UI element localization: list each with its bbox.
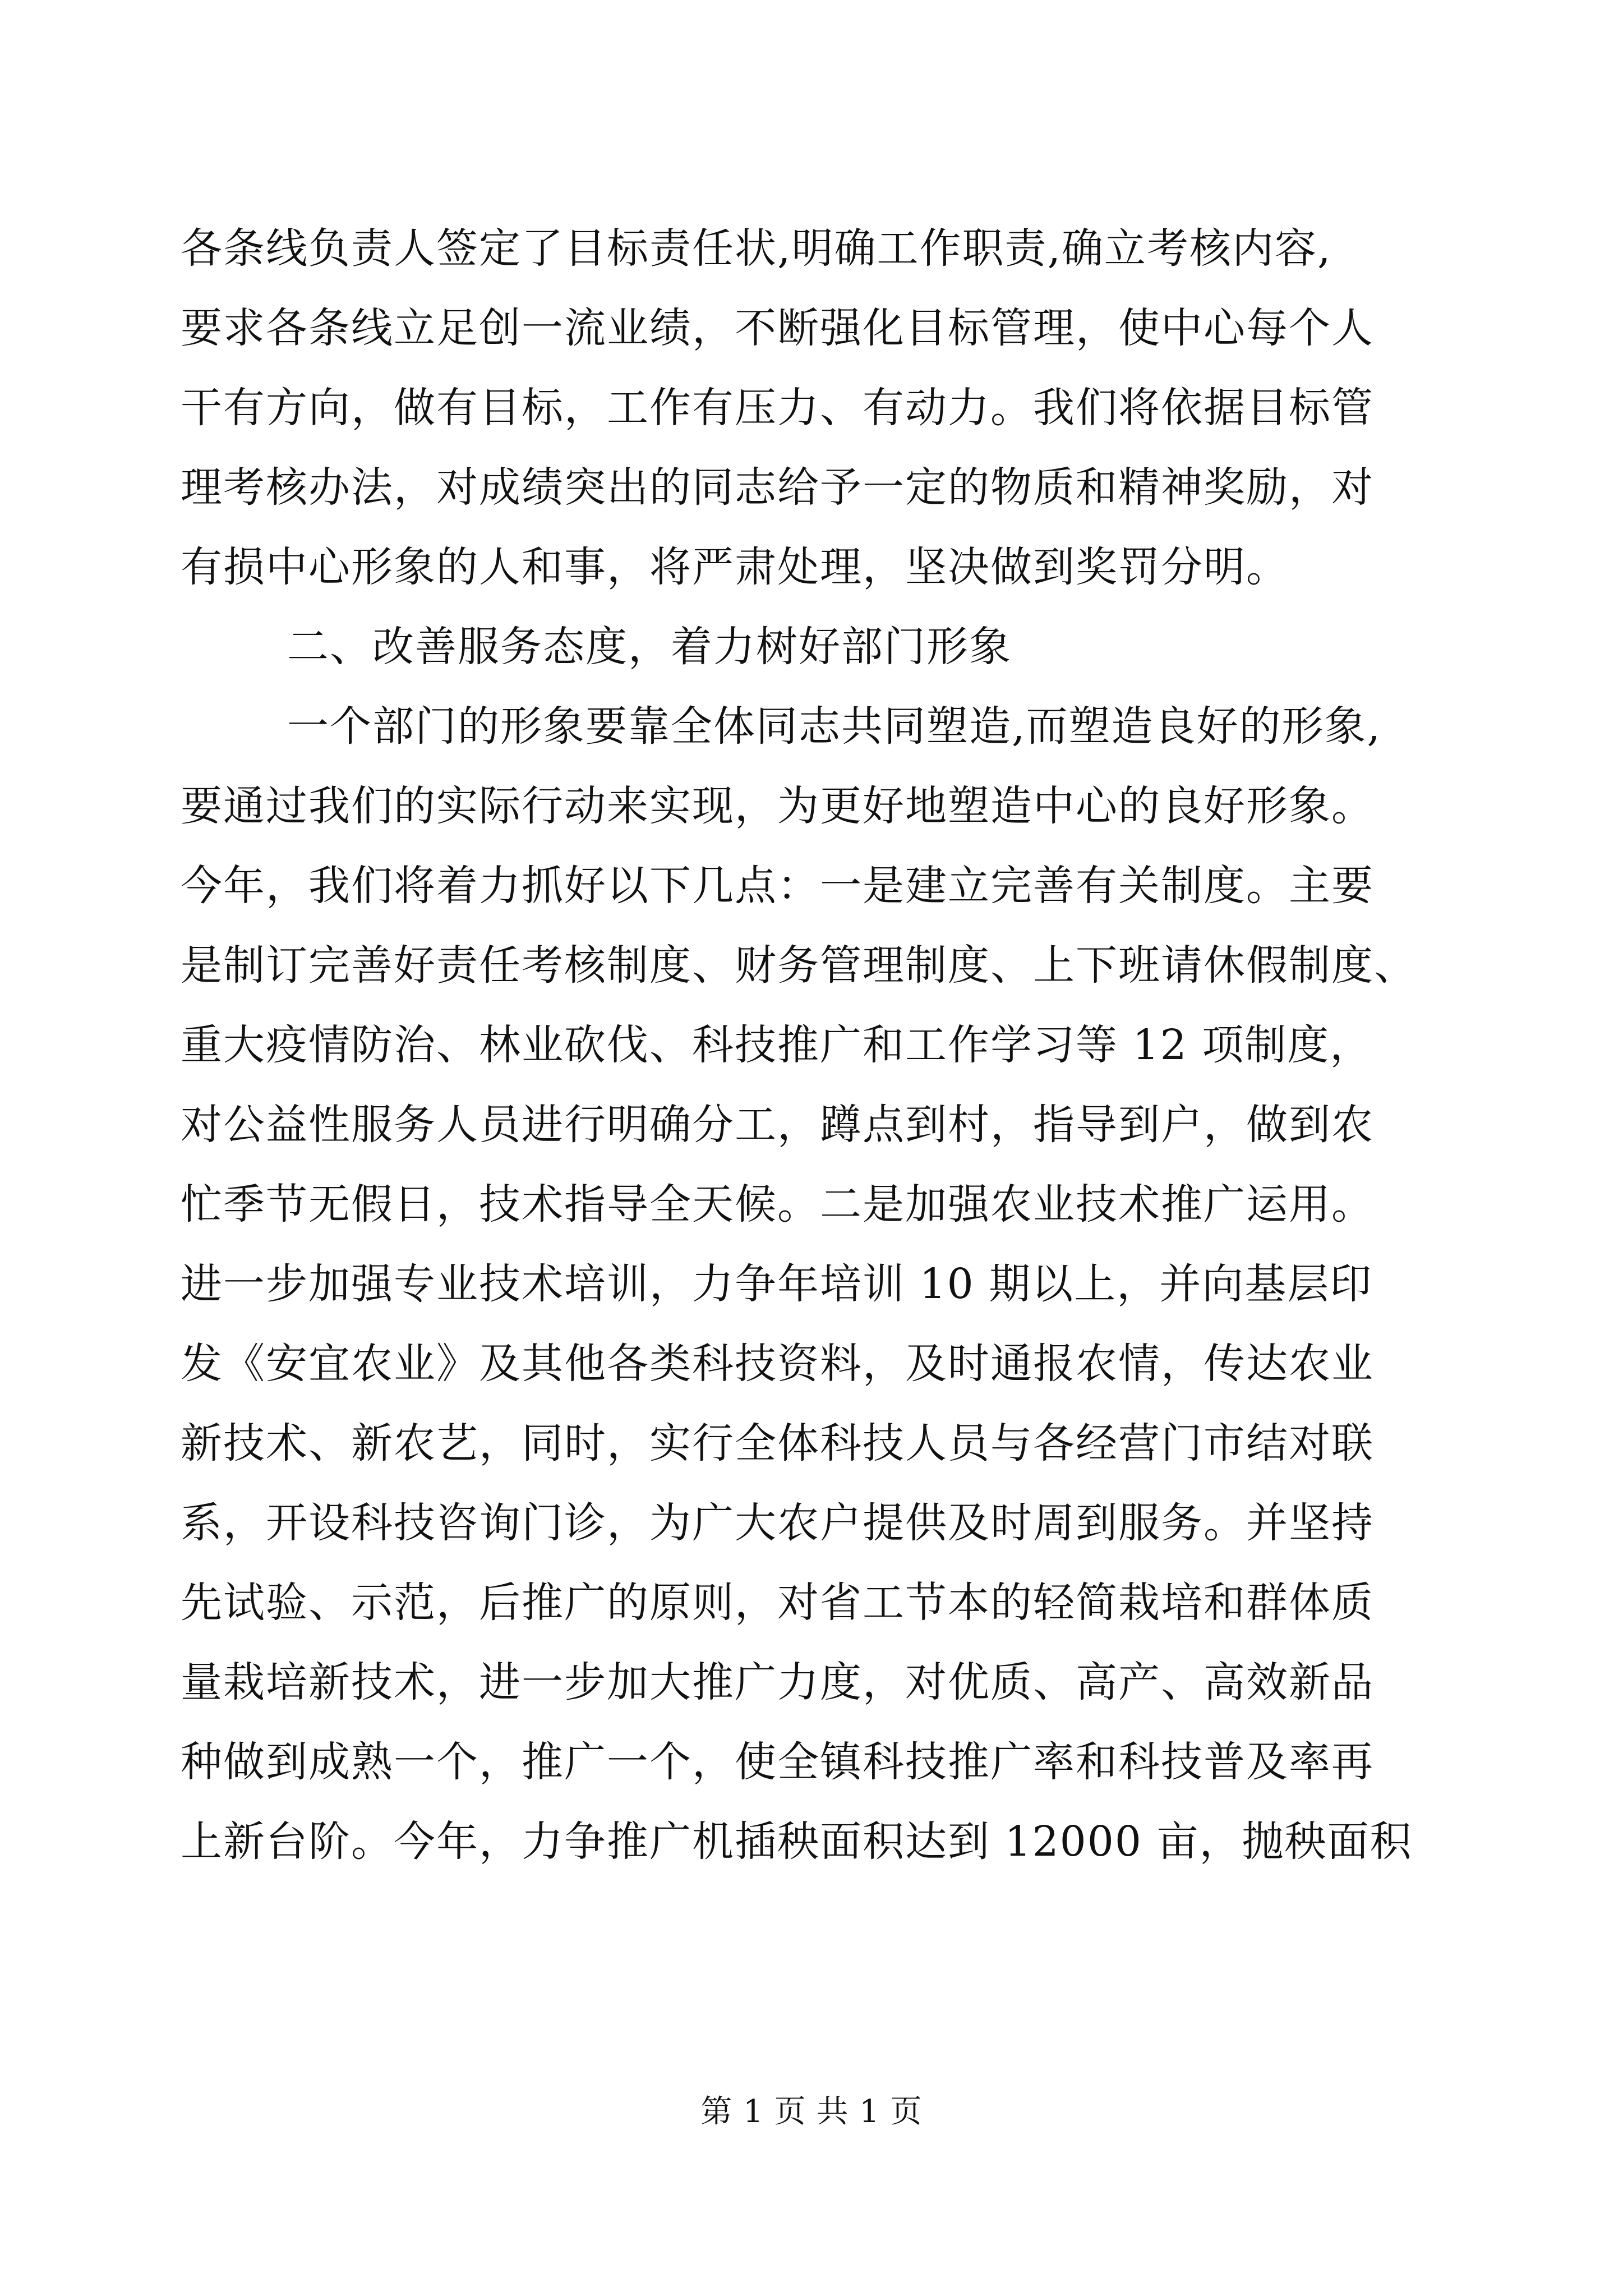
page-footer: 第 1 页 共 1 页 [700,2093,923,2130]
text-line: 种做到成熟一个，推广一个，使全镇科技推广率和科技普及率再 [181,1738,1374,1786]
section-heading: 二、改善服务态度，着力树好部门形象 [287,623,1012,671]
text-line: 上新台阶。今年，力争推广机插秧面积达到 12000 亩，抛秧面积 [181,1818,1413,1866]
text-line: 量栽培新技术，进一步加大推广力度，对优质、高产、高效新品 [181,1658,1374,1706]
text-line: 是制订完善好责任考核制度、财务管理制度、上下班请休假制度、 [181,941,1417,990]
text-line: 要求各条线立足创一流业绩，不断强化目标管理，使中心每个人 [181,304,1374,352]
text-line: 各条线负责人签定了目标责任状,明确工作职责,确立考核内容, [181,224,1332,273]
text-line: 忙季节无假日，技术指导全天候。二是加强农业技术推广运用。 [181,1180,1374,1228]
text-line: 系，开设科技咨询门诊，为广大农户提供及时周到服务。并坚持 [181,1499,1374,1547]
text-line: 进一步加强专业技术培训，力争年培训 10 期以上，并向基层印 [181,1260,1373,1308]
text-line: 一个部门的形象要靠全体同志共同塑造,而塑造良好的形象, [287,702,1382,751]
text-line: 先试验、示范，后推广的原则，对省工节本的轻简栽培和群体质 [181,1579,1374,1627]
text-line: 对公益性服务人员进行明确分工，蹲点到村，指导到户，做到农 [181,1101,1374,1149]
text-line: 要通过我们的实际行动来实现，为更好地塑造中心的良好形象。 [181,782,1374,830]
text-line: 有损中心形象的人和事，将严肃处理，坚决做到奖罚分明。 [181,543,1289,591]
text-line: 发《安宜农业》及其他各类科技资料，及时通报农情，传达农业 [181,1340,1374,1388]
text-line: 新技术、新农艺，同时，实行全体科技人员与各经营门市结对联 [181,1419,1374,1467]
text-line: 干有方向，做有目标，工作有压力、有动力。我们将依据目标管 [181,384,1374,432]
text-line: 重大疫情防治、林业砍伐、科技推广和工作学习等 12 项制度， [181,1021,1373,1069]
text-line: 今年，我们将着力抓好以下几点：一是建立完善有关制度。主要 [181,862,1374,910]
text-line: 理考核办法，对成绩突出的同志给予一定的物质和精神奖励，对 [181,463,1374,512]
document-body [181,209,1442,1881]
